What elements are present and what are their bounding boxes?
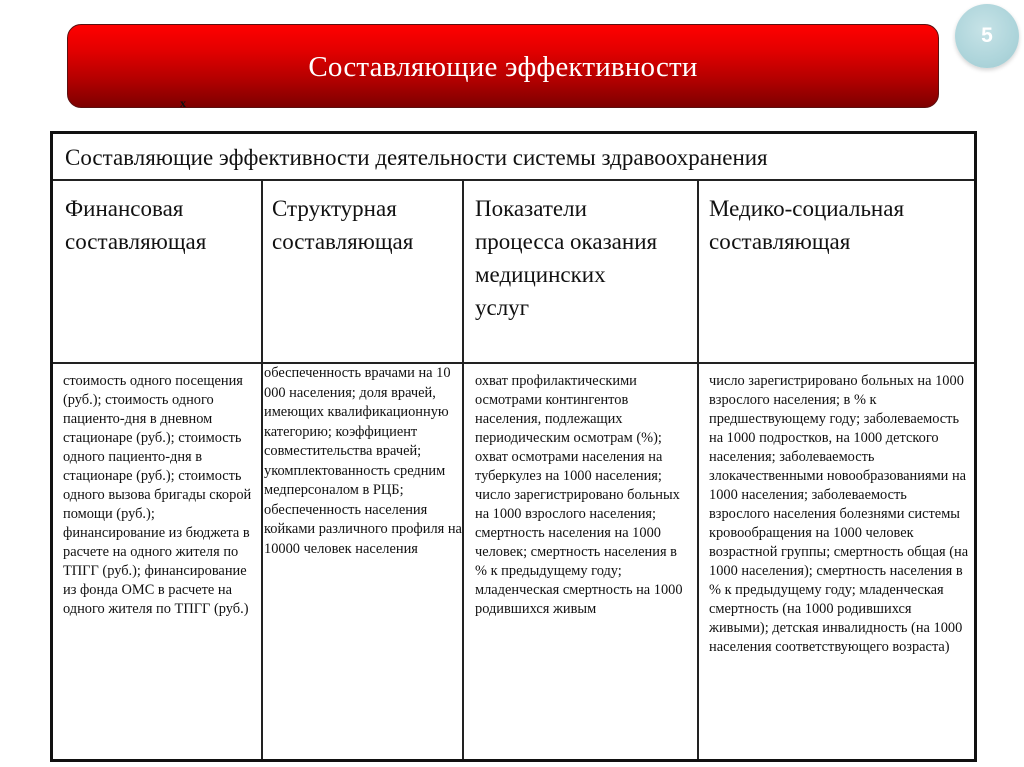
row-divider	[53, 362, 974, 364]
column-header-structural: Структурная составляющая	[272, 196, 414, 254]
column-body-medico-social: число зарегистрировано больных на 1000 взрослого населения; в % к предшествующему году; заболеваемость на 1000 подростков, на 1000 детского населения; заболеваемость злокачественными новообразованиями на 1000 населения; заболеваемость взрослого населения болезнями системы кровообращения на 1000 человек возрастной группы; смертность общая (на 1000 населения); смертность населения в % к предыдущему году; младенческая смертность (на 1000 родившихся живыми); детская инвалидность (на 1000 населения соответствующего возраста)	[709, 373, 969, 655]
stray-mark: x	[180, 96, 186, 110]
column-body-structural: обеспеченность врачами на 10 000 населения; доля врачей, имеющих квалификационную категорию; коэффициент совместительства врачей; укомплектованность средним медперсоналом в РЦБ; обеспеченность населения койками различного профиля на 10000 человек населения	[264, 365, 462, 557]
efficiency-table	[50, 131, 977, 762]
page-number-badge	[955, 4, 1019, 68]
column-body-process: охват профилактическими осмотрами контингентов населения, подлежащих периодическим осмотрам (%); охват осмотрами населения на туберкулез на 1000 населения; число зарегистрировано больных на 1000 взрослого населения; смертность населения на 1000 человек; смертность населения в % к предыдущему году; младенческая смертность на 1000 родившихся живым	[475, 373, 683, 617]
column-header-medico-social: Медико-социальная составляющая	[709, 196, 905, 254]
column-header-financial: Финансовая составляющая	[65, 196, 207, 254]
column-header-process: Показатели процесса оказания медицинских услуг	[475, 196, 658, 320]
page-number: 5	[981, 24, 993, 47]
column-divider	[261, 181, 263, 759]
title-banner	[67, 24, 939, 108]
column-body-financial: стоимость одного посещения (руб.); стоимость одного пациенто-дня в дневном стационаре (руб.); стоимость одного пациенто-дня в стационаре (руб.); стоимость одного вызова бригады скорой помощи (руб.); финансирование из бюджета в расчете на одного жителя по ТПГГ (руб.); финансирование из фонда ОМС в расчете на одного жителя по ТПГГ (руб.)	[63, 373, 252, 617]
slide-title: Составляющие эффективности	[308, 50, 698, 83]
column-divider	[697, 181, 699, 759]
table-title: Составляющие эффективности деятельности системы здравоохранения	[53, 134, 974, 181]
